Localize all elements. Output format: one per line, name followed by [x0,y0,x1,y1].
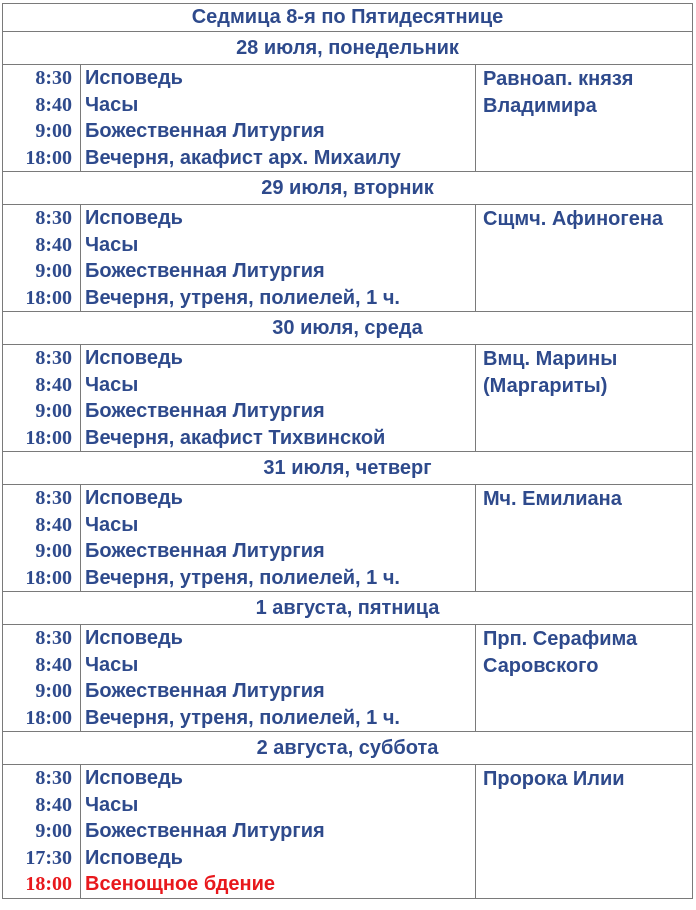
day-header: 28 июля, понедельник [3,32,693,65]
day-body-row [3,65,693,172]
service-time: 8:30 [35,67,72,89]
service-time: 8:30 [35,347,72,369]
saint-commemoration [476,625,693,732]
service-name: Вечерня, акафист Тихвинской [85,426,386,449]
service-time: 9:00 [35,260,72,282]
page-title: Седмица 8-я по Пятидесятнице [3,4,693,32]
day-header-row [3,312,693,345]
service-time: 8:30 [35,487,72,509]
service-time: 9:00 [35,120,72,142]
service-name: Вечерня, утреня, полиелей, 1 ч. [85,706,400,729]
service-name: Исповедь [85,846,183,869]
saint-line: Сщмч. Афиногена [483,208,664,230]
saint-commemoration [476,765,693,899]
saint-line: (Маргариты) [483,375,608,397]
saint-line: Вмц. Марины [483,348,618,370]
day-header-row [3,452,693,485]
day-header: 1 августа, пятница [3,592,693,625]
saint-commemoration [476,205,693,312]
service-name: Часы [85,93,139,116]
day-body-row [3,485,693,592]
schedule-sheet [2,3,692,899]
saint-line: Саровского [483,655,599,677]
service-time: 8:30 [35,207,72,229]
service-name: Исповедь [85,487,183,509]
day-header: 30 июля, среда [3,312,693,345]
service-time: 18:00 [25,426,72,449]
services-column [81,205,476,312]
day-header-row [3,732,693,765]
times-column [3,65,81,172]
saint-line: Прп. Серафима [483,628,638,650]
service-name: Часы [85,653,139,676]
service-time: 9:00 [35,820,72,842]
service-name: Вечерня, утреня, полиелей, 1 ч. [85,566,400,589]
service-name: Божественная Литургия [85,400,325,422]
day-header-row [3,32,693,65]
services-column [81,345,476,452]
times-column [3,765,81,899]
service-name: Божественная Литургия [85,680,325,702]
saint-line: Мч. Емилиана [483,488,622,510]
services-column [81,625,476,732]
service-time: 8:40 [35,233,72,256]
service-name: Часы [85,373,139,396]
service-time: 8:40 [35,373,72,396]
service-name: Часы [85,793,139,816]
day-header-row [3,592,693,625]
times-column [3,345,81,452]
times-column [3,625,81,732]
day-header: 31 июля, четверг [3,452,693,485]
day-body-row [3,765,693,899]
service-time: 8:40 [35,793,72,816]
saint-line: Владимира [483,95,597,117]
service-name: Исповедь [85,207,183,229]
service-time: 8:40 [35,93,72,116]
day-header-row [3,172,693,205]
service-time: 18:00 [25,706,72,729]
service-time: 17:30 [25,846,72,869]
service-time: 18:00 [25,286,72,309]
saint-commemoration [476,65,693,172]
saint-line: Равноап. князя [483,68,634,90]
day-body-row [3,625,693,732]
service-name: Вечерня, утреня, полиелей, 1 ч. [85,286,400,309]
service-time: 8:40 [35,513,72,536]
service-time: 9:00 [35,400,72,422]
service-time: 8:30 [35,627,72,649]
saint-commemoration [476,345,693,452]
service-name: Всенощное бдение [85,873,276,895]
service-time: 8:40 [35,653,72,676]
times-column [3,205,81,312]
times-column [3,485,81,592]
services-column [81,485,476,592]
service-time: 18:00 [25,146,72,169]
service-name: Божественная Литургия [85,540,325,562]
service-name: Часы [85,513,139,536]
service-name: Исповедь [85,627,183,649]
day-body-row [3,205,693,312]
service-name: Часы [85,233,139,256]
services-column [81,65,476,172]
title-row [3,4,693,32]
day-body-row [3,345,693,452]
service-time: 8:30 [35,767,72,789]
service-name: Исповедь [85,767,183,789]
day-header: 2 августа, суббота [3,732,693,765]
service-name: Вечерня, акафист арх. Михаилу [85,146,401,169]
service-time: 9:00 [35,680,72,702]
saint-line: Пророка Илии [483,768,625,790]
service-time: 18:00 [25,566,72,589]
service-name: Божественная Литургия [85,260,325,282]
service-name: Исповедь [85,347,183,369]
service-time: 18:00 [25,873,72,895]
service-name: Божественная Литургия [85,120,325,142]
saint-commemoration [476,485,693,592]
service-name: Исповедь [85,67,183,89]
services-column [81,765,476,899]
service-name: Божественная Литургия [85,820,325,842]
day-header: 29 июля, вторник [3,172,693,205]
service-time: 9:00 [35,540,72,562]
schedule-table [2,3,693,899]
